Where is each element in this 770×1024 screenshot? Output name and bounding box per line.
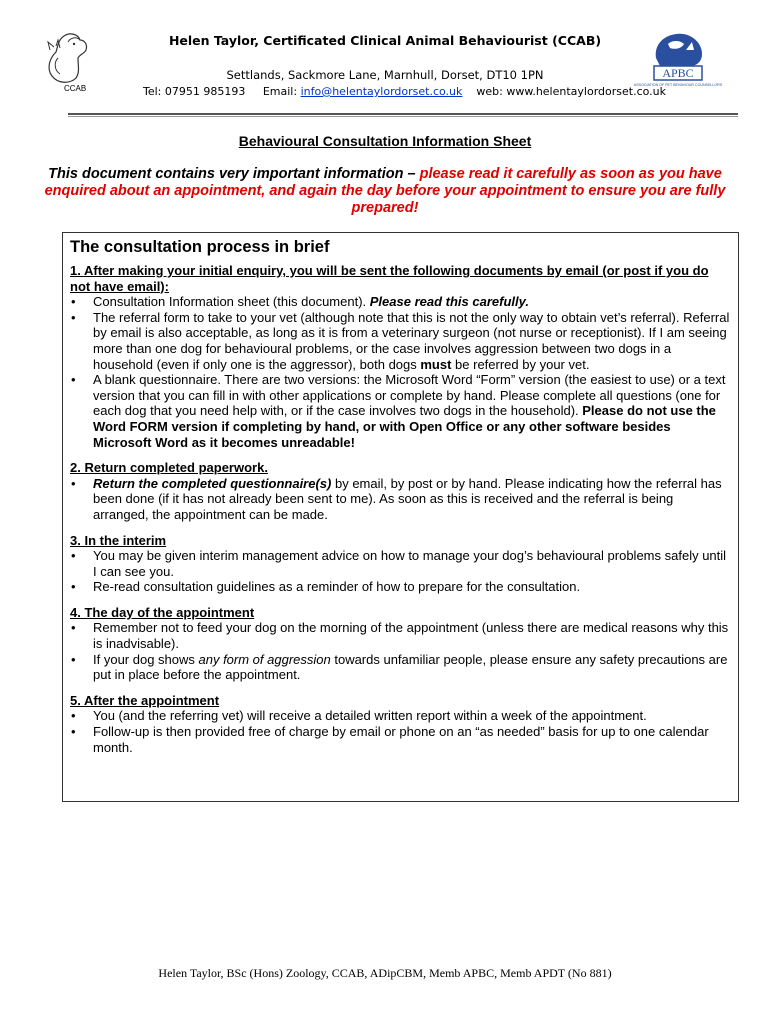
important-notice	[40, 166, 730, 217]
box-title: The consultation process in brief	[70, 238, 330, 256]
ccab-logo-text: CCAB	[64, 84, 87, 93]
item-text: You may be given interim management advice on how to manage your dog’s behavioural problems safely until I can see you.	[93, 548, 727, 579]
section-appointment-day	[70, 605, 732, 683]
section-after-appointment	[70, 693, 732, 755]
section-heading: 5. After the appointment	[70, 692, 220, 708]
item-emphasis: any form of aggression	[198, 651, 331, 667]
bullet-icon: •	[71, 548, 76, 564]
item-emphasis: Please read this carefully.	[369, 294, 529, 310]
email-label: Email:	[262, 85, 298, 98]
contact-line	[143, 85, 666, 98]
list-item	[70, 372, 732, 450]
bullet-icon: •	[71, 579, 76, 595]
apbc-logo-subtext: ASSOCIATION OF PET BEHAVIOUR COUNSELLORS	[633, 83, 723, 87]
item-text: towards unfamiliar people, please ensure any safety precautions are put in place before the appointment.	[93, 651, 728, 683]
bullet-icon: •	[71, 294, 76, 310]
list-item	[70, 476, 732, 523]
list-item	[70, 310, 732, 372]
bullet-icon: •	[71, 651, 76, 667]
notice-red-text: please read it carefully as soon as you have enquired about an appointment, and again the day before your appointment to ensure you are fully prepared!	[44, 166, 726, 216]
practitioner-name: Helen Taylor, Certificated Clinical Animal Behaviourist (CCAB)	[168, 33, 602, 48]
notice-black-text: This document contains very important information –	[48, 166, 420, 182]
item-text: be referred by your vet.	[451, 356, 590, 372]
section-heading: 1. After making your initial enquiry, you will be sent the following documents by email (or post if you do not have email):	[70, 263, 709, 294]
header-divider	[68, 113, 738, 117]
item-emphasis: Please do not use the Word FORM version if completing by hand, or with Open Office or any other software besides Microsoft Word as it becomes unreadable!	[93, 403, 716, 450]
bullet-icon: •	[71, 708, 76, 724]
section-interim	[70, 533, 732, 595]
item-text: by email, by post or by hand. Please indicating how the referral has been done (if it has not already been sent to me). As soon as this is received and the referral is being arranged, the appointment can be made.	[93, 475, 722, 522]
item-text: A blank questionnaire. There are two versions: the Microsoft Word “Form” version (the easiest to use) or a text version that you can fill in with other applications or complete by hand. Please complete all questions (one for each dog that you need help with, or if the case involves two dogs in the household).	[93, 372, 726, 419]
item-text: Follow-up is then provided free of charge by email or phone on an “as needed” basis for up to one calendar month.	[93, 724, 709, 755]
list-item	[70, 620, 732, 651]
section-initial-enquiry	[70, 263, 732, 450]
list-item	[70, 708, 732, 724]
item-text: The referral form to take to your vet (although note that this is not the only way to obtain vet’s referral). Referral by email is also acceptable, as long as it is from a veterinary surgeon (not nurse or receptionist). If I am seeing more than one dog for behavioural problems, or the case involves aggression between two dogs in a household (even if only one is the aggressor), both dogs	[93, 309, 730, 372]
bullet-icon: •	[71, 724, 76, 740]
item-text: You (and the referring vet) will receive a detailed written report within a week of the appointment.	[93, 708, 647, 724]
email-link[interactable]: info@helentaylordorset.co.uk	[300, 85, 463, 98]
item-text: Re-read consultation guidelines as a reminder of how to prepare for the consultation.	[93, 579, 581, 595]
consultation-process-box	[62, 232, 739, 802]
section-return-paperwork	[70, 460, 732, 522]
list-item	[70, 579, 732, 595]
item-emphasis: must	[420, 356, 452, 372]
item-emphasis: Return the completed questionnaire(s)	[93, 475, 332, 491]
item-text: Consultation Information sheet (this document).	[93, 294, 370, 310]
apbc-logo-text: APBC	[662, 66, 694, 80]
list-item	[70, 548, 732, 579]
item-text: Remember not to feed your dog on the morning of the appointment (unless there are medical reasons why this is inadvisable).	[93, 620, 729, 652]
section-heading: 4. The day of the appointment	[70, 604, 255, 620]
bullet-icon: •	[71, 475, 76, 491]
bullet-icon: •	[71, 309, 76, 325]
section-heading: 2. Return completed paperwork.	[70, 460, 268, 476]
document-title: Behavioural Consultation Information Sheet	[238, 133, 532, 149]
section-heading: 3. In the interim	[70, 532, 167, 548]
practitioner-address: Settlands, Sackmore Lane, Marnhull, Dorset, DT10 1PN	[226, 68, 544, 82]
list-item	[70, 724, 732, 755]
bullet-icon: •	[71, 620, 76, 636]
website: web: www.helentaylordorset.co.uk	[476, 85, 666, 98]
item-text: If your dog shows	[93, 651, 199, 667]
bullet-icon: •	[71, 372, 76, 388]
footer-credentials: Helen Taylor, BSc (Hons) Zoology, CCAB, ADipCBM, Memb APBC, Memb APDT (No 881)	[158, 966, 612, 980]
list-item	[70, 294, 732, 310]
list-item	[70, 652, 732, 683]
telephone: Tel: 07951 985193	[143, 85, 246, 98]
